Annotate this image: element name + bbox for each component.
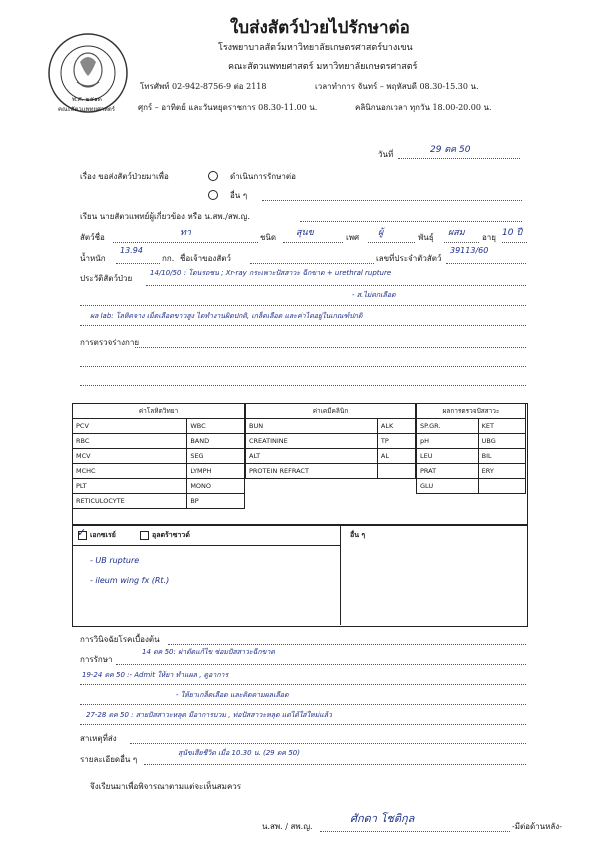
lab-cell: BIL bbox=[478, 449, 525, 464]
lab-cell: LYMPH bbox=[187, 464, 245, 479]
hospital-name: โรงพยาบาลสัตว์มหาวิทยาลัยเกษตรศาสตร์บางเขน bbox=[218, 43, 413, 53]
imaging-divider bbox=[340, 525, 341, 625]
history-line-1: 14/10/50 : โดนรถชน ; Xr-ray กระเพาะปัสสาวะ ฉีกขาด + urethral rupture bbox=[150, 269, 392, 277]
phone: โทรศัพท์ 02-942-8756-9 ต่อ 2118 bbox=[140, 82, 267, 91]
table-row bbox=[417, 449, 526, 464]
option-other-radio[interactable] bbox=[208, 190, 218, 200]
lab-cell: LEU bbox=[417, 449, 479, 464]
table-row bbox=[246, 434, 416, 449]
lab-cell: TP bbox=[377, 434, 415, 449]
table-row bbox=[73, 419, 245, 434]
chemistry-title: ค่าเคมีคลินิก bbox=[246, 404, 416, 419]
signature-name: ศักดา โชติกุล bbox=[350, 812, 415, 825]
history-line-2: - ส.ไม่ตกเลือด bbox=[352, 291, 396, 299]
xray-check-mark: ✓ bbox=[77, 526, 87, 539]
species-value: สุนข bbox=[296, 228, 314, 238]
details-value: สุนัขเสียชีวิต เมื่อ 10.30 น. (29 ตค 50) bbox=[178, 749, 300, 757]
animal-id-label: เลขที่ประจำตัวสัตว์ bbox=[376, 254, 442, 263]
species-label: ชนิด bbox=[260, 233, 277, 242]
treatment-line-2: 19-24 ตค 50 :- Admit ให้ยา ทำแผล , ดูอาการ bbox=[82, 671, 229, 679]
breed-value: ผสม bbox=[448, 228, 465, 238]
table-row bbox=[246, 419, 416, 434]
seal-year: พ.ศ. ๒๕๑๓ bbox=[72, 96, 102, 103]
date-label: วันที่ bbox=[378, 150, 394, 159]
history-line-3: ผล lab: โลหิตจาง เม็ดเลือดขาวสูง ไตทำงานผิดปกติ, เกล็ดเลือด และค่าไตอยู่ในเกณฑ์ปกติ bbox=[90, 312, 363, 320]
xray-label: เอกซเรย์ bbox=[90, 530, 116, 539]
table-row bbox=[246, 449, 416, 464]
hematology-table bbox=[72, 403, 245, 509]
lab-cell: PROTEIN REFRACT bbox=[246, 464, 378, 479]
weight-unit: กก. bbox=[162, 254, 175, 263]
table-row bbox=[246, 464, 416, 479]
hours-weekend: ศุกร์ – อาทิตย์ และวันหยุดราชการ 08.30-11.00 น. bbox=[138, 103, 318, 112]
lab-cell: AL bbox=[377, 449, 415, 464]
lab-cell: MONO bbox=[187, 479, 245, 494]
reason-label: สาเหตุที่ส่ง bbox=[80, 734, 117, 743]
chemistry-table bbox=[245, 403, 416, 479]
age-value: 10 ปี bbox=[502, 228, 523, 238]
to-label: เรียน นายสัตวแพทย์ผู้เกี่ยวข้อง หรือ น.สพ./สพ.ญ. bbox=[80, 212, 250, 221]
weight-value: 13.94 bbox=[120, 246, 143, 255]
table-row bbox=[73, 464, 245, 479]
lab-cell: ALT bbox=[246, 449, 378, 464]
lab-cell: PCV bbox=[73, 419, 187, 434]
treatment-label: การรักษา bbox=[80, 655, 113, 664]
age-label: อายุ bbox=[482, 233, 496, 242]
imaging-note-1: - UB rupture bbox=[90, 556, 140, 565]
animal-name-label: สัตว์ชื่อ bbox=[80, 233, 105, 242]
lab-cell: CREATININE bbox=[246, 434, 378, 449]
back-note: -มีต่อด้านหลัง- bbox=[512, 822, 562, 831]
table-row bbox=[73, 494, 245, 509]
ultrasound-label: อุลตร้าซาวด์ bbox=[152, 530, 190, 539]
ultrasound-checkbox[interactable] bbox=[140, 531, 149, 540]
urinalysis-title: ผลการตรวจปัสสาวะ bbox=[417, 404, 526, 419]
breed-label: พันธุ์ bbox=[418, 233, 434, 242]
page-title: ใบส่งสัตว์ป่วยไปรักษาต่อ bbox=[230, 18, 410, 38]
animal-id: 39113/60 bbox=[450, 246, 489, 255]
table-row bbox=[417, 419, 526, 434]
exam-label: การตรวจร่างกาย bbox=[80, 338, 140, 347]
lab-cell: UBG bbox=[478, 434, 525, 449]
table-row bbox=[73, 434, 245, 449]
lab-cell: RETICULOCYTE bbox=[73, 494, 187, 509]
animal-name: ทา bbox=[180, 228, 191, 238]
lab-cell: ALK bbox=[377, 419, 415, 434]
lab-cell: GLU bbox=[417, 479, 479, 494]
history-label: ประวัติสัตว์ป่วย bbox=[80, 274, 133, 283]
sex-label: เพศ bbox=[346, 233, 360, 242]
treatment-line-3: - ให้ยาเกล็ดเลือด และติดตามผลเลือด bbox=[176, 691, 289, 699]
lab-cell: WBC bbox=[187, 419, 245, 434]
date-value: 29 ตค 50 bbox=[430, 145, 471, 155]
lab-cell: SP.GR. bbox=[417, 419, 479, 434]
hours-weekday: เวลาทำการ จันทร์ – พฤหัสบดี 08.30-15.30 น. bbox=[315, 82, 479, 91]
diagnosis-label: การวินิจฉัยโรคเบื้องต้น bbox=[80, 635, 160, 644]
weight-label: น้ำหนัก bbox=[80, 254, 106, 263]
lab-cell: BAND bbox=[187, 434, 245, 449]
lab-cell: PRAT bbox=[417, 464, 479, 479]
lab-cell: RBC bbox=[73, 434, 187, 449]
lab-cell bbox=[478, 479, 525, 494]
lab-cell: BP bbox=[187, 494, 245, 509]
seal-text: คณะสัตวแพทยศาสตร์ bbox=[58, 106, 115, 113]
imaging-note-2: - ileum wing fx (Rt.) bbox=[90, 576, 170, 585]
lab-cell bbox=[377, 464, 415, 479]
lab-cell: MCHC bbox=[73, 464, 187, 479]
details-label: รายละเอียดอื่น ๆ bbox=[80, 755, 138, 764]
sex-value: ผู้ bbox=[378, 228, 384, 238]
table-row bbox=[417, 434, 526, 449]
table-row bbox=[417, 479, 526, 494]
hours-evening: คลินิกนอกเวลา ทุกวัน 18.00-20.00 น. bbox=[355, 103, 492, 112]
table-row bbox=[73, 479, 245, 494]
signature-label: น.สพ. / สพ.ญ. bbox=[262, 822, 313, 831]
treatment-line-4: 27-28 ตค 50 : สายปัสสาวะหลุด มีอาการบวม , ท่อปัสสาวะหลุด แต่ได้ใส่ใหม่แล้ว bbox=[86, 711, 332, 719]
lab-cell: MCV bbox=[73, 449, 187, 464]
lab-cell: BUN bbox=[246, 419, 378, 434]
table-row bbox=[417, 464, 526, 479]
subject-label: เรื่อง ขอส่งสัตว์ป่วยมาเพื่อ bbox=[80, 172, 169, 181]
lab-cell: PLT bbox=[73, 479, 187, 494]
hematology-title: ค่าโลหิตวิทยา bbox=[73, 404, 245, 419]
lab-cell: KET bbox=[478, 419, 525, 434]
lab-cell: SEG bbox=[187, 449, 245, 464]
option-continue-label: ดำเนินการรักษาต่อ bbox=[230, 172, 296, 181]
imaging-header-line bbox=[72, 545, 340, 546]
owner-label: ชื่อเจ้าของสัตว์ bbox=[180, 254, 231, 263]
treatment-line-1: 14 ตค 50: ผ่าตัดแก้ไข ซ่อมปัสสาวะฉีกขาด bbox=[142, 648, 275, 656]
other-imaging-label: อื่น ๆ bbox=[350, 530, 366, 539]
option-other-label: อื่น ๆ bbox=[230, 191, 248, 200]
table-row bbox=[73, 449, 245, 464]
option-continue-radio[interactable] bbox=[208, 171, 218, 181]
closing-text: จึงเรียนมาเพื่อพิจารณาตามแต่จะเห็นสมควร bbox=[90, 782, 242, 791]
lab-cell: pH bbox=[417, 434, 479, 449]
urinalysis-table bbox=[416, 403, 526, 494]
lab-cell: ERY bbox=[478, 464, 525, 479]
faculty-name: คณะสัตวแพทยศาสตร์ มหาวิทยาลัยเกษตรศาสตร์ bbox=[228, 62, 418, 72]
